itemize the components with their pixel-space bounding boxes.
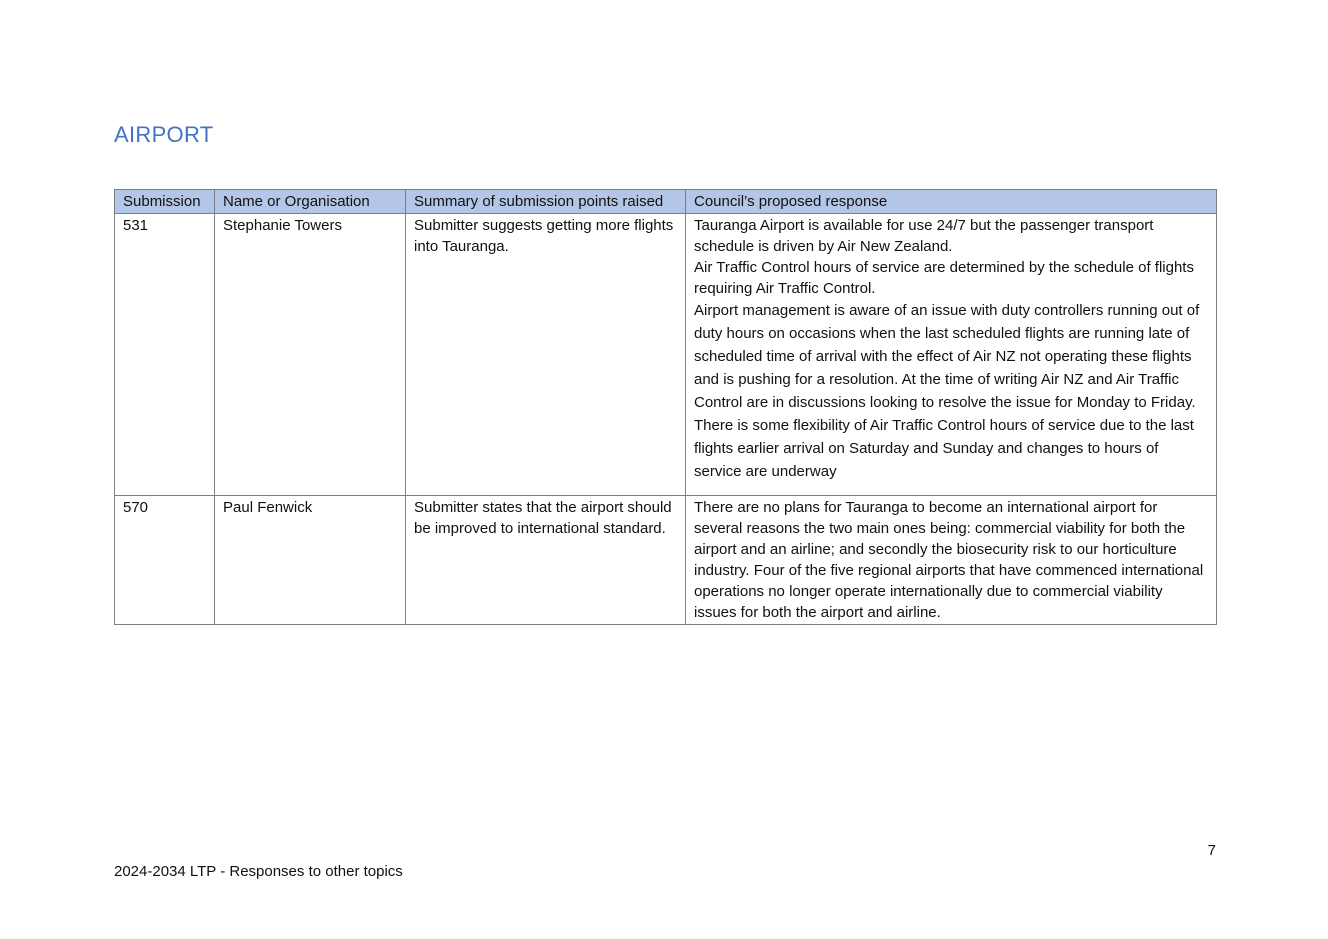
header-summary: Summary of submission points raised	[406, 190, 686, 214]
page-footer: 2024-2034 LTP - Responses to other topics	[114, 863, 403, 880]
page-number: 7	[1207, 842, 1216, 859]
submission-summary: Submitter suggests getting more flights into Tauranga.	[406, 214, 686, 496]
response-paragraph: Tauranga Airport is available for use 24/7 but the passenger transport schedule is driven by Air New Zealand.	[694, 217, 1154, 255]
submitter-name: Stephanie Towers	[215, 214, 406, 496]
table-row	[115, 496, 1217, 625]
section-title: AIRPORT	[114, 122, 214, 147]
council-response	[686, 214, 1217, 496]
header-submission: Submission	[115, 190, 215, 214]
response-paragraph: Air Traffic Control hours of service are determined by the schedule of flights requiring Air Traffic Control.	[694, 259, 1194, 297]
council-response	[686, 496, 1217, 625]
submitter-name: Paul Fenwick	[215, 496, 406, 625]
submission-number: 570	[115, 496, 215, 625]
table-row	[115, 214, 1217, 496]
table-header-row	[115, 190, 1217, 214]
submissions-table	[114, 189, 1217, 625]
submission-summary: Submitter states that the airport should be improved to international standard.	[406, 496, 686, 625]
header-response: Council’s proposed response	[686, 190, 1217, 214]
header-name: Name or Organisation	[215, 190, 406, 214]
response-paragraph: Airport management is aware of an issue with duty controllers running out of duty hours on occasions when the last scheduled flights are running late of scheduled time of arrival with the effect of Air NZ not operating these flights and is pushing for a resolution. At the time of writing Air NZ and Air Traffic Control are in discussions looking to resolve the issue for Monday to Friday. There is some flexibility of Air Traffic Control hours of service due to the last flights earlier arrival on Saturday and Sunday and changes to hours of service are underway	[694, 302, 1200, 480]
response-paragraph: There are no plans for Tauranga to become an international airport for several reasons the two main ones being: commercial viability for both the airport and an airline; and secondly the biosecurity risk to our horticulture industry. Four of the five regional airports that have commenced international operations no longer operate internationally due to commercial viability issues for both the airport and airline.	[694, 499, 1204, 621]
submission-number: 531	[115, 214, 215, 496]
